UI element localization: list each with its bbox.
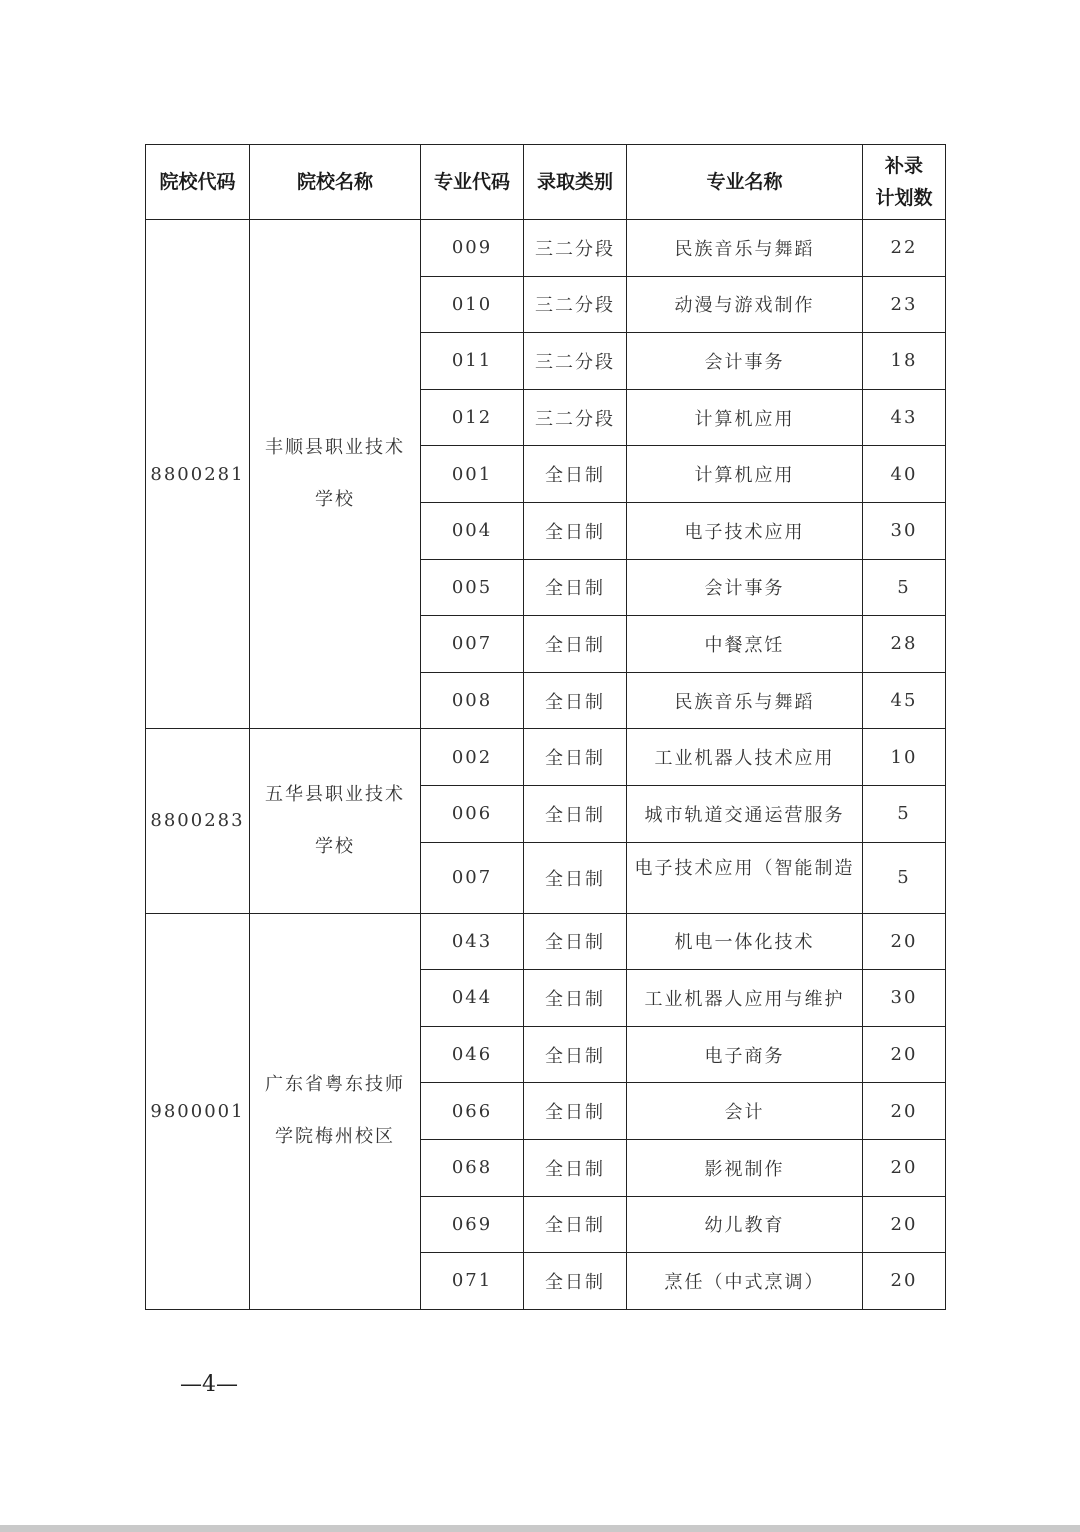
major-code-cell: 043 <box>421 913 524 970</box>
major-name-cell: 动漫与游戏制作 <box>627 276 863 333</box>
major-code-cell: 066 <box>421 1083 524 1140</box>
plan-count-cell: 30 <box>863 502 946 559</box>
major-code-cell: 007 <box>421 842 524 913</box>
admission-type-cell: 全日制 <box>524 729 627 786</box>
plan-count-cell: 20 <box>863 913 946 970</box>
major-code-cell: 044 <box>421 970 524 1027</box>
major-name-cell: 工业机器人应用与维护 <box>627 970 863 1027</box>
major-code-cell: 007 <box>421 616 524 673</box>
major-code-cell: 006 <box>421 785 524 842</box>
plan-count-cell: 10 <box>863 729 946 786</box>
major-code-cell: 069 <box>421 1196 524 1253</box>
admission-type-cell: 全日制 <box>524 1196 627 1253</box>
major-name-cell: 计算机应用 <box>627 389 863 446</box>
table-row <box>146 913 946 970</box>
major-code-cell: 009 <box>421 220 524 277</box>
major-name-cell: 会计事务 <box>627 559 863 616</box>
major-code-cell: 001 <box>421 446 524 503</box>
major-name-cell: 民族音乐与舞蹈 <box>627 672 863 729</box>
header-admission-type: 录取类别 <box>524 145 627 220</box>
admission-plan-table <box>145 144 946 1310</box>
table-row <box>146 729 946 786</box>
school-code-cell: 8800281 <box>146 220 250 729</box>
admission-type-cell: 全日制 <box>524 502 627 559</box>
plan-count-cell: 28 <box>863 616 946 673</box>
admission-type-cell: 全日制 <box>524 913 627 970</box>
major-name-cell: 城市轨道交通运营服务 <box>627 785 863 842</box>
school-code-cell: 8800283 <box>146 729 250 913</box>
school-name-cell: 丰顺县职业技术学校 <box>250 220 421 729</box>
page-number: —4— <box>180 1372 238 1397</box>
plan-count-cell: 18 <box>863 333 946 390</box>
major-name-cell: 影视制作 <box>627 1139 863 1196</box>
plan-count-cell: 20 <box>863 1253 946 1310</box>
header-school-code: 院校代码 <box>146 145 250 220</box>
admission-type-cell: 全日制 <box>524 970 627 1027</box>
school-name-cell: 广东省粤东技师学院梅州校区 <box>250 913 421 1309</box>
bottom-bar <box>0 1525 1080 1532</box>
major-name-cell: 工业机器人技术应用 <box>627 729 863 786</box>
major-code-cell: 046 <box>421 1026 524 1083</box>
plan-count-cell: 20 <box>863 1139 946 1196</box>
major-code-cell: 068 <box>421 1139 524 1196</box>
header-major-code: 专业代码 <box>421 145 524 220</box>
header-plan-count: 补录 计划数 <box>863 145 946 220</box>
major-name-cell: 民族音乐与舞蹈 <box>627 220 863 277</box>
admission-type-cell: 全日制 <box>524 1253 627 1310</box>
admission-type-cell: 全日制 <box>524 785 627 842</box>
header-school-name: 院校名称 <box>250 145 421 220</box>
admission-type-cell: 三二分段 <box>524 333 627 390</box>
table-body <box>146 220 946 1310</box>
admission-type-cell: 全日制 <box>524 1026 627 1083</box>
table-header-row <box>146 145 946 220</box>
major-name-cell: 会计 <box>627 1083 863 1140</box>
plan-count-cell: 20 <box>863 1026 946 1083</box>
major-name-cell: 电子商务 <box>627 1026 863 1083</box>
admission-type-cell: 三二分段 <box>524 276 627 333</box>
plan-count-cell: 5 <box>863 559 946 616</box>
plan-count-cell: 45 <box>863 672 946 729</box>
plan-count-cell: 43 <box>863 389 946 446</box>
major-name-cell: 中餐烹饪 <box>627 616 863 673</box>
major-name-cell: 烹任（中式烹调） <box>627 1253 863 1310</box>
plan-count-cell: 30 <box>863 970 946 1027</box>
plan-count-cell: 5 <box>863 842 946 913</box>
admission-type-cell: 全日制 <box>524 672 627 729</box>
major-code-cell: 002 <box>421 729 524 786</box>
table-row <box>146 220 946 277</box>
header-major-name: 专业名称 <box>627 145 863 220</box>
admission-type-cell: 全日制 <box>524 446 627 503</box>
plan-count-cell: 23 <box>863 276 946 333</box>
major-name-cell: 电子技术应用（智能制造 <box>627 842 863 913</box>
major-code-cell: 011 <box>421 333 524 390</box>
major-code-cell: 005 <box>421 559 524 616</box>
plan-count-cell: 5 <box>863 785 946 842</box>
major-code-cell: 071 <box>421 1253 524 1310</box>
admission-type-cell: 全日制 <box>524 559 627 616</box>
major-name-cell: 电子技术应用 <box>627 502 863 559</box>
major-code-cell: 008 <box>421 672 524 729</box>
admission-type-cell: 全日制 <box>524 842 627 913</box>
admission-type-cell: 全日制 <box>524 616 627 673</box>
admission-type-cell: 三二分段 <box>524 220 627 277</box>
plan-count-cell: 20 <box>863 1196 946 1253</box>
major-name-cell: 计算机应用 <box>627 446 863 503</box>
plan-count-cell: 22 <box>863 220 946 277</box>
admission-type-cell: 三二分段 <box>524 389 627 446</box>
major-name-cell: 机电一体化技术 <box>627 913 863 970</box>
admission-type-cell: 全日制 <box>524 1083 627 1140</box>
major-code-cell: 010 <box>421 276 524 333</box>
major-code-cell: 004 <box>421 502 524 559</box>
major-name-cell: 幼儿教育 <box>627 1196 863 1253</box>
school-code-cell: 9800001 <box>146 913 250 1309</box>
major-code-cell: 012 <box>421 389 524 446</box>
plan-count-cell: 40 <box>863 446 946 503</box>
plan-count-cell: 20 <box>863 1083 946 1140</box>
school-name-cell: 五华县职业技术学校 <box>250 729 421 913</box>
admission-type-cell: 全日制 <box>524 1139 627 1196</box>
major-name-cell: 会计事务 <box>627 333 863 390</box>
